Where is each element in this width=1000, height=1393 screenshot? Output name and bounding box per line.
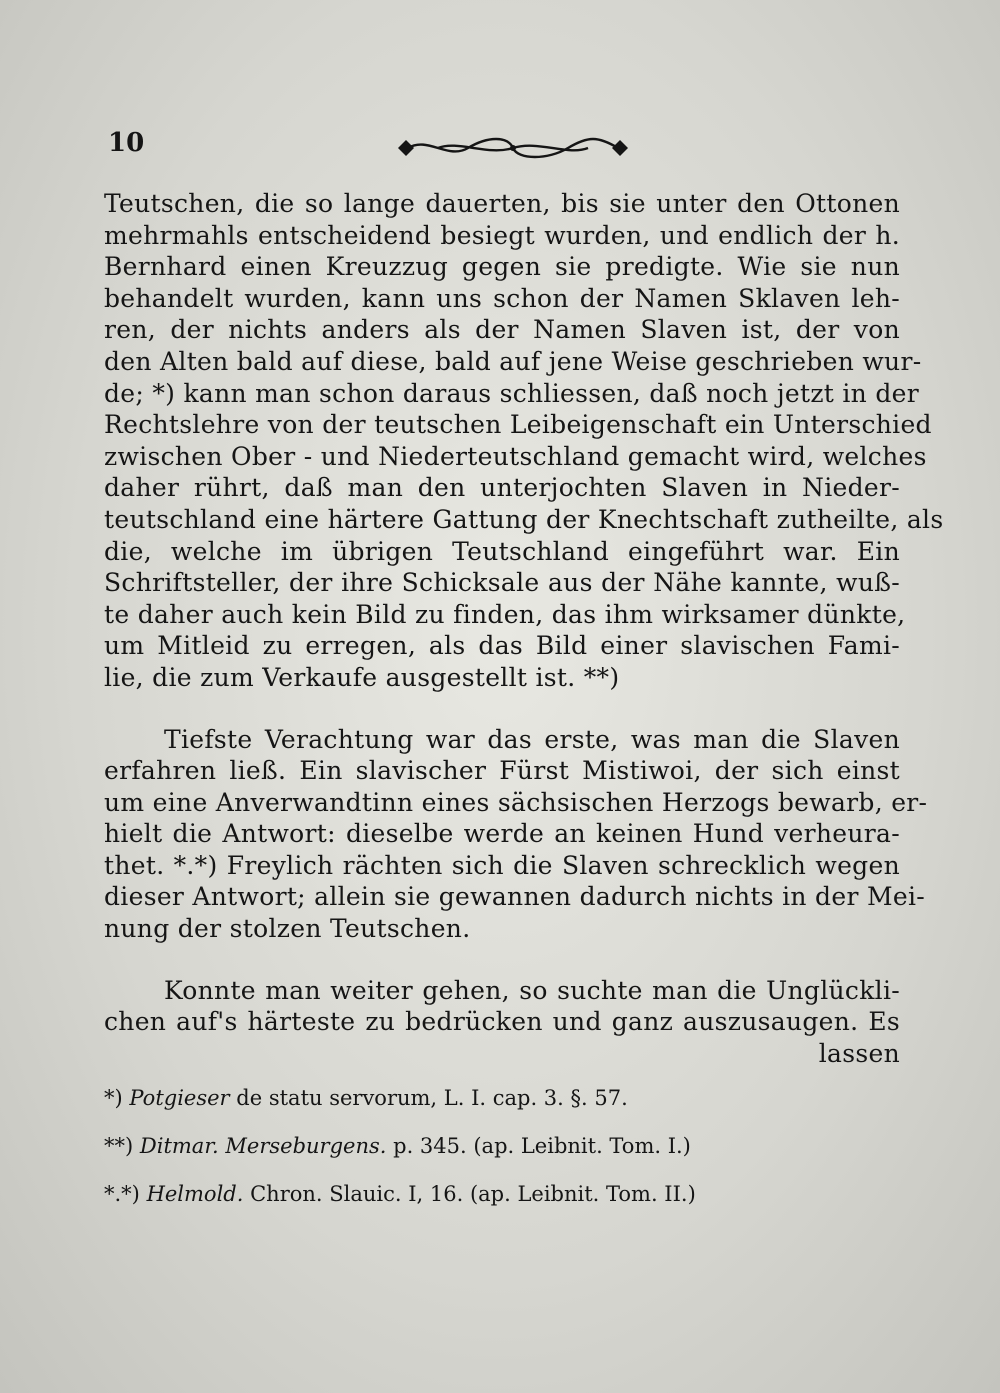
footnote bbox=[104, 1074, 900, 1122]
text-line: Tiefste Verachtung war das erste, was man die Slaven bbox=[164, 724, 900, 754]
text-line: ren, der nichts anders als der Namen Slaven ist, der von bbox=[104, 315, 900, 345]
text-line: behandelt wurden, kann uns schon der Namen Sklaven leh- bbox=[104, 283, 900, 313]
text-line: um Mitleid zu erregen, als das Bild einer slavischen Fami- bbox=[104, 631, 900, 661]
footnote bbox=[104, 1170, 900, 1218]
text-line: nung der stolzen Teutschen. bbox=[104, 914, 471, 944]
footnote bbox=[104, 1122, 900, 1170]
text-line: hielt die Antwort: dieselbe werde an keinen Hund verheura- bbox=[104, 819, 900, 849]
footnote-mark: *) bbox=[104, 1086, 123, 1110]
footnote-author: Helmold. bbox=[146, 1182, 244, 1206]
text-line: zwischen Ober - und Niederteutschland gemacht wird, welches bbox=[104, 441, 927, 471]
footnote-text: Chron. Slauic. I, 16. (ap. Leibnit. Tom. II.) bbox=[250, 1182, 696, 1206]
page-header bbox=[108, 128, 908, 168]
text-line: teutschland eine härtere Gattung der Knechtschaft zutheilte, als bbox=[104, 504, 944, 534]
text-line: thet. *.*) Freylich rächten sich die Slaven schrecklich wegen bbox=[104, 850, 900, 880]
text-line: den Alten bald auf diese, bald auf jene Weise geschrieben wur- bbox=[104, 346, 922, 376]
text-line: die, welche im übrigen Teutschland eingeführt war. Ein bbox=[104, 536, 900, 566]
footnote-author: Ditmar. Merseburgens. bbox=[139, 1134, 387, 1158]
ornament-icon bbox=[398, 134, 628, 162]
text-line: Bernhard einen Kreuzzug gegen sie predigte. Wie sie nun bbox=[104, 252, 900, 282]
page-number: 10 bbox=[108, 128, 145, 158]
footnote-text: p. 345. (ap. Leibnit. Tom. I.) bbox=[393, 1134, 691, 1158]
text-line: Konnte man weiter gehen, so suchte man die Unglückli- bbox=[164, 975, 900, 1005]
text-line: Teutschen, die so lange dauerten, bis sie unter den Ottonen bbox=[104, 189, 900, 218]
text-line: te daher auch kein Bild zu finden, das ihm wirksamer dünkte, bbox=[104, 599, 906, 629]
footnotes bbox=[104, 1074, 900, 1218]
footnote-text: de statu servorum, L. I. cap. 3. §. 57. bbox=[236, 1086, 628, 1110]
text-line: erfahren ließ. Ein slavischer Fürst Mistiwoi, der sich einst bbox=[104, 756, 900, 786]
text-line: Schriftsteller, der ihre Schicksale aus der Nähe kannte, wuß- bbox=[104, 568, 900, 598]
footnote-author: Potgieser bbox=[129, 1086, 230, 1110]
text-line: um eine Anverwandtinn eines sächsischen Herzogs bewarb, er- bbox=[104, 787, 928, 817]
text-line: chen auf's härteste zu bedrücken und ganz auszusaugen. Es bbox=[104, 1007, 900, 1037]
main-text bbox=[104, 188, 944, 1069]
text-line: lie, die zum Verkaufe ausgestellt ist. **) bbox=[104, 662, 620, 692]
text-line: de; *) kann man schon daraus schliessen, daß noch jetzt in der bbox=[104, 378, 919, 408]
text-line: dieser Antwort; allein sie gewannen dadurch nichts in der Mei- bbox=[104, 882, 925, 912]
text-line: Rechtslehre von der teutschen Leibeigenschaft ein Unterschied bbox=[104, 410, 932, 440]
text-line: mehrmahls entscheidend besiegt wurden, und endlich der h. bbox=[104, 220, 900, 250]
footnote-mark: **) bbox=[104, 1134, 134, 1158]
text-line: daher rührt, daß man den unterjochten Slaven in Nieder- bbox=[104, 473, 900, 503]
catchword: lassen bbox=[818, 1038, 900, 1068]
footnote-mark: *.*) bbox=[104, 1182, 140, 1206]
